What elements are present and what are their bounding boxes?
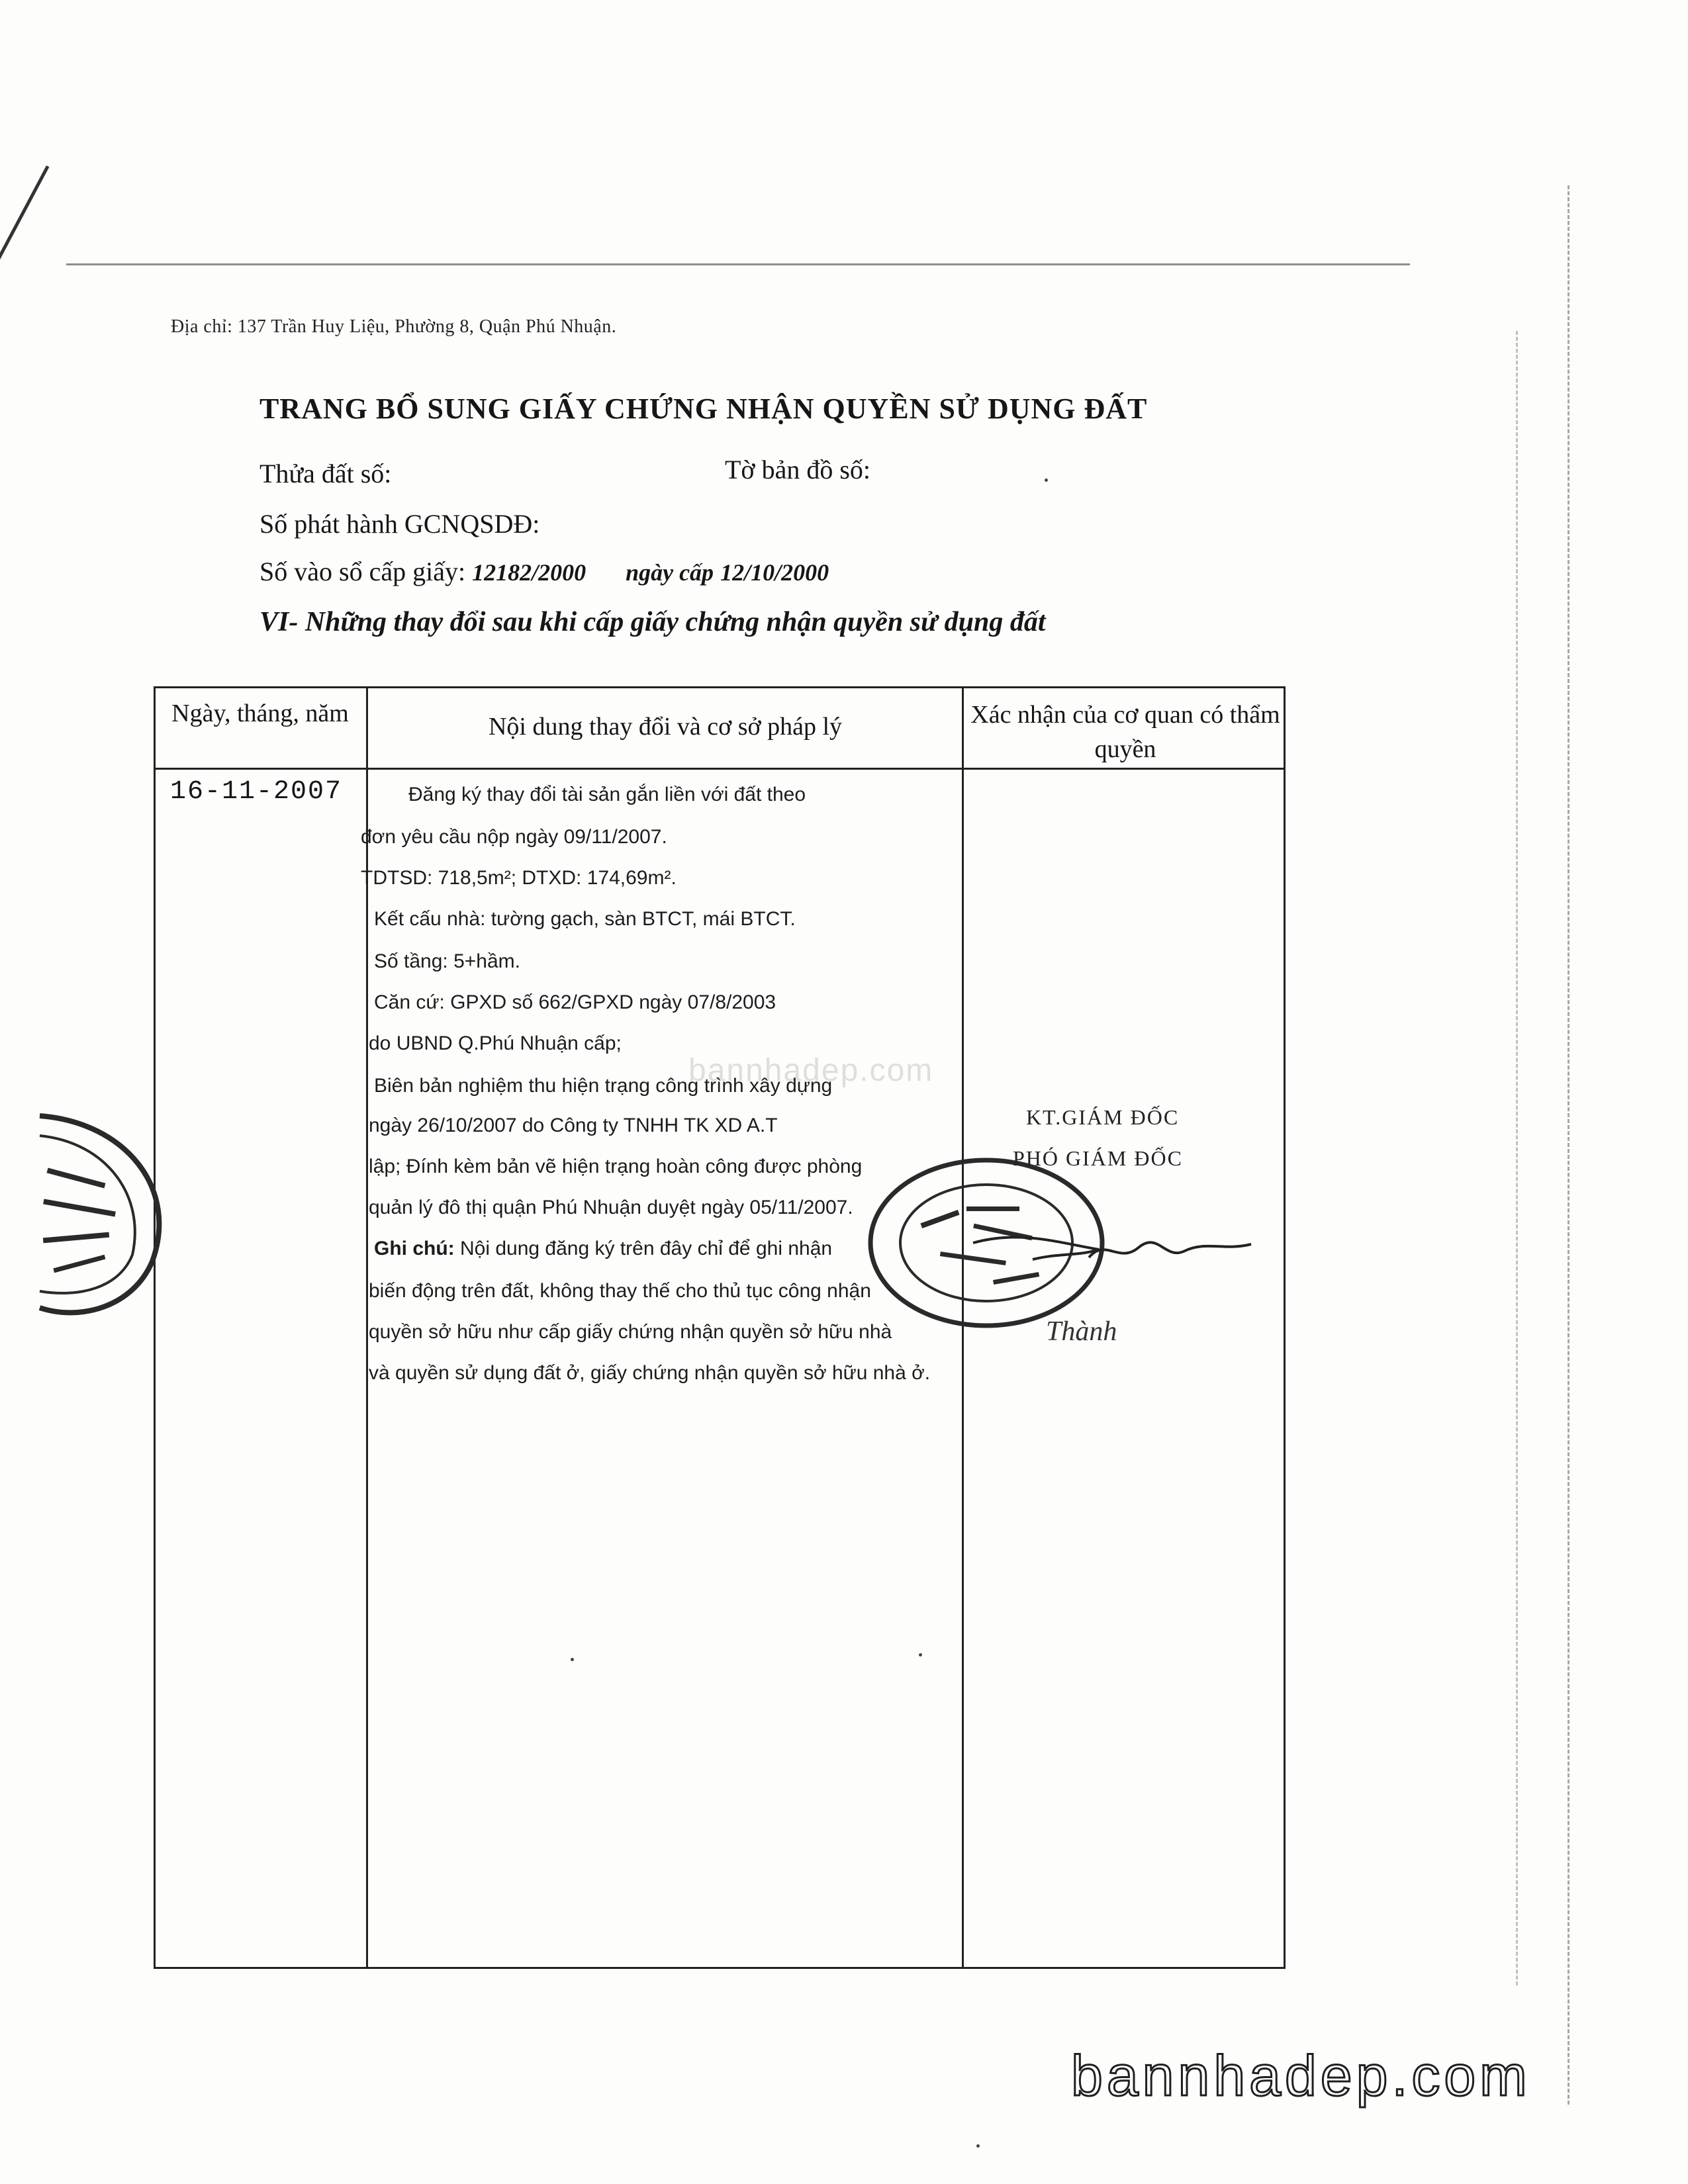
- issue-date-label: ngày cấp: [626, 559, 714, 586]
- content-line: đơn yêu cầu nộp ngày 09/11/2007.: [361, 826, 667, 848]
- column-header-date: Ngày, tháng, năm: [171, 700, 349, 727]
- issue-date-value: 12/10/2000: [720, 559, 829, 586]
- parcel-number-label: Thửa đất số:: [259, 459, 392, 488]
- register-line: [259, 556, 829, 587]
- content-line: Căn cứ: GPXD số 662/GPXD ngày 07/8/2003: [374, 991, 776, 1013]
- section-title: VI- Những thay đổi sau khi cấp giấy chứng nhận quyền sử dụng đất: [259, 607, 1046, 637]
- note-text: Nội dung đăng ký trên đây chỉ để ghi nhận: [460, 1238, 833, 1259]
- issue-number-label: Số phát hành GCNQSDĐ:: [259, 509, 540, 539]
- signer-title-line2: PHÓ GIÁM ĐỐC: [1013, 1146, 1183, 1170]
- scan-slash-mark: [0, 165, 49, 290]
- content-line: biến động trên đất, không thay thế cho thủ tục công nhận: [369, 1280, 871, 1302]
- owner-address: Địa chỉ: 137 Trần Huy Liệu, Phường 8, Quận Phú Nhuận.: [171, 316, 617, 337]
- content-line: quản lý đô thị quận Phú Nhuận duyệt ngày 05/11/2007.: [369, 1197, 853, 1218]
- content-line: ngày 26/10/2007 do Công ty TNHH TK XD A.T: [369, 1115, 778, 1136]
- column-header-confirmation: Xác nhận của cơ quan có thẩm quyền: [970, 701, 1280, 763]
- handwritten-signature: [1086, 1224, 1258, 1277]
- content-line: quyền sở hữu như cấp giấy chứng nhận quyền sở hữu nhà: [369, 1321, 892, 1343]
- partial-seal-left: [26, 1109, 165, 1321]
- note-line: [374, 1238, 832, 1260]
- content-line: và quyền sử dụng đất ở, giấy chứng nhận quyền sở hữu nhà ở.: [369, 1362, 931, 1384]
- header-divider: [156, 768, 1284, 770]
- page-title: TRANG BỔ SUNG GIẤY CHỨNG NHẬN QUYỀN SỬ DỤNG ĐẤT: [259, 392, 1148, 425]
- note-label: Ghi chú:: [374, 1238, 455, 1259]
- signer-name: Thành: [1046, 1316, 1117, 1347]
- content-line: Đăng ký thay đổi tài sản gắn liền với đất theo: [408, 784, 806, 805]
- map-sheet-label: Tờ bản đồ số:: [725, 455, 871, 484]
- scan-top-rule: [66, 263, 1410, 265]
- content-line: lập; Đính kèm bản vẽ hiện trạng hoàn công được phòng: [369, 1156, 863, 1177]
- signer-title-line1: KT.GIÁM ĐỐC: [1026, 1105, 1180, 1129]
- content-line: Biên bản nghiệm thu hiện trạng công trình xây dựng: [374, 1075, 833, 1097]
- content-line: TDTSD: 718,5m²; DTXD: 174,69m².: [361, 867, 677, 889]
- register-label: Số vào sổ cấp giấy:: [259, 557, 466, 586]
- column-header-content: Nội dung thay đổi và cơ sở pháp lý: [488, 713, 843, 741]
- watermark-text: bannhadep.com: [688, 1053, 934, 1088]
- official-seal: [861, 1144, 1119, 1342]
- scan-speck: [976, 2144, 980, 2148]
- content-line: do UBND Q.Phú Nhuận cấp;: [369, 1032, 622, 1054]
- row-date: 16-11-2007: [170, 777, 343, 807]
- content-line: Số tầng: 5+hầm.: [374, 950, 520, 972]
- scan-right-edge: [1568, 185, 1571, 2105]
- scan-right-edge-2: [1516, 331, 1520, 1985]
- scan-speck: [1045, 478, 1048, 482]
- content-line: Kết cấu nhà: tường gạch, sàn BTCT, mái BTCT.: [374, 908, 796, 930]
- register-value: 12182/2000: [472, 559, 586, 586]
- footer-brand-watermark: bannhadep.com: [1071, 2044, 1531, 2108]
